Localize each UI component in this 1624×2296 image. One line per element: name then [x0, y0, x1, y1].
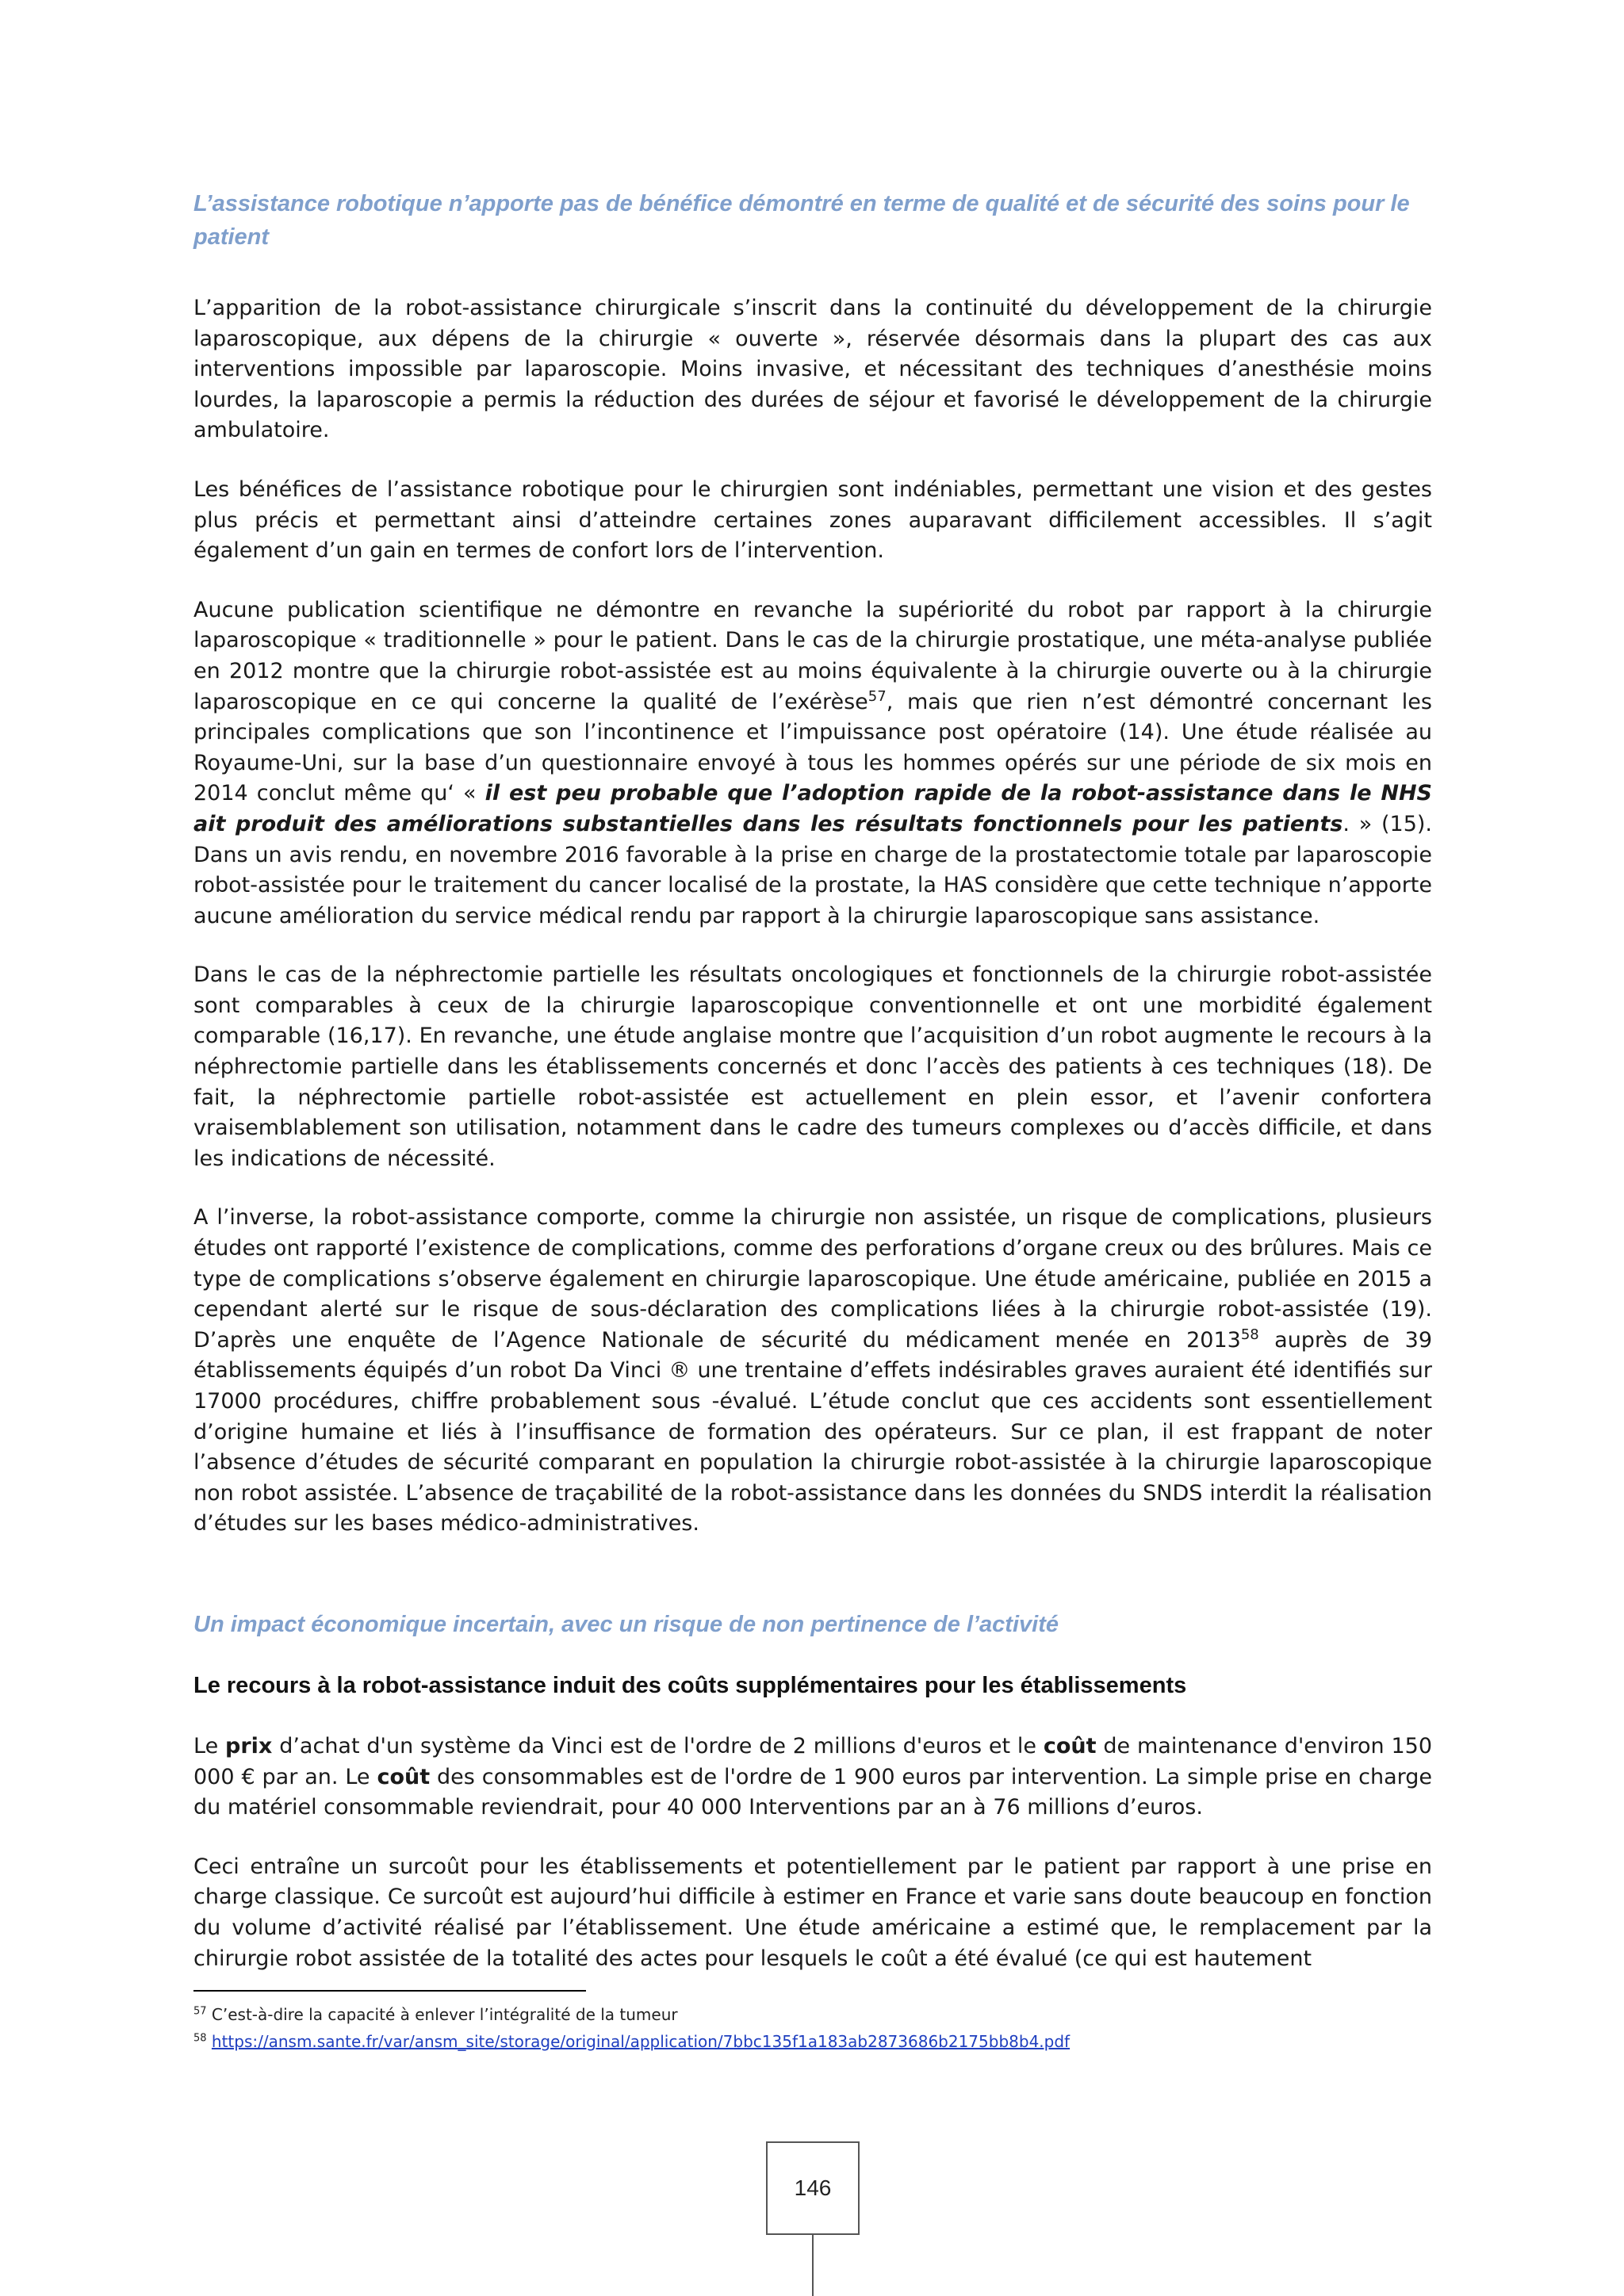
footnote-separator	[193, 1990, 586, 1992]
footnote-57	[193, 2004, 1432, 2025]
costs-part-d: des consommables est de l'ordre de 1 900 euros par intervention. La simple prise en charge du matériel consommable reviendrait, pour 40 000 Interventions par an à 76 millions d’euros.	[193, 1764, 1432, 1820]
page-number: 146	[766, 2141, 860, 2235]
costs-part-a: Le	[193, 1733, 226, 1758]
paragraph-5-part-a: A l’inverse, la robot-assistance comporte, comme la chirurgie non assistée, un risque de complications, plusieurs études ont rapporté l’existence de complications, comme des perforations d’organe creux ou des brûlures. Mais ce type de complications s’observe également en chirurgie laparoscopique. Une étude américaine, publiée en 2015 a cependant alerté sur le risque de sous-déclaration des complications liées à la chirurgie robot-assistée (19). D’après une enquête de l’Agence Nationale de sécurité du médicament menée en 2013	[193, 1205, 1432, 1353]
footnote-58	[193, 2031, 1432, 2052]
paragraph-3-part-b: , mais que rien n’est démontré concernant les principales complications que son l’incontinence et l’impuissance post opératoire (14). Une étude réalisée au Royaume-Uni, sur la base d’un questionnaire envoyé à tous les hommes opérés sur une période de six mois en 2014 conclut même qu‘ «	[193, 689, 1432, 806]
paragraph-costs	[193, 1732, 1432, 1823]
footnote-ref-57[interactable]: 57	[868, 687, 887, 705]
footnote-58-link[interactable]: https://ansm.sante.fr/var/ansm_site/storage/original/application/7bbc135f1a183ab2873686b2175bb8b4.pdf	[211, 2032, 1071, 2051]
paragraph-5-part-b: auprès de 39 établissements équipés d’un robot Da Vinci ® une trentaine d’effets indésirables graves auraient été identifiés sur 17000 procédures, chiffre probablement sous -évalué. L’étude conclut que ces accidents sont essentiellement d’origine humaine et liés à l’insuffisance de formation des opérateurs. Sur ce plan, il est frappant de noter l’absence d’études de sécurité comparant en population la chirurgie robot-assistée à la chirurgie laparoscopique non robot assistée. L’absence de traçabilité de la robot-assistance dans les données du SNDS interdit la réalisation d’études sur les bases médico-administratives.	[193, 1327, 1432, 1536]
footnotes	[193, 1990, 1432, 2052]
costs-part-c: de maintenance d'environ 150 000 € par an. Le	[193, 1733, 1432, 1789]
paragraph-3-part-a: Aucune publication scientifique ne démontre en revanche la supériorité du robot par rapport à la chirurgie laparoscopique « traditionnelle » pour le patient. Dans le cas de la chirurgie prostatique, une méta-analyse publiée en 2012 montre que la chirurgie robot-assistée est au moins équivalente à la chirurgie ouverte ou à la chirurgie laparoscopique en ce qui concerne la qualité de l’exérèse	[193, 597, 1432, 714]
paragraph-1: L’apparition de la robot-assistance chirurgicale s’inscrit dans la continuité du développement de la chirurgie laparoscopique, aux dépens de la chirurgie « ouverte », réservée désormais dans la plupart des cas aux interventions impossible par laparoscopie. Moins invasive, et nécessitant des techniques d’anesthésie moins lourdes, la laparoscopie a permis la réduction des durées de séjour et favorisé le développement de la chirurgie ambulatoire.	[193, 296, 1432, 443]
paragraph-3-part-c: . » (15). Dans un avis rendu, en novembre 2016 favorable à la prise en charge de la prostatectomie totale par laparoscopie robot-assistée pour le traitement du cancer localisé de la prostate, la HAS considère que cette technique n’apporte aucune amélioration du service médical rendu par rapport à la chirurgie laparoscopique sans assistance.	[193, 811, 1432, 928]
section-title-economic-impact: Un impact économique incertain, avec un risque de non pertinence de l’activité	[193, 1611, 1059, 1637]
page-content	[193, 187, 1432, 1974]
costs-part-b: d’achat d'un système da Vinci est de l'ordre de 2 millions d'euros et le	[272, 1733, 1044, 1758]
footnote-57-number: 57	[193, 2005, 207, 2018]
paragraph-surcout: Ceci entraîne un surcoût pour les établissements et potentiellement par le patient par rapport à une prise en charge classique. Ce surcoût est aujourd’hui difficile à estimer en France et varie sans doute beaucoup en fonction du volume d’activité réalisé par l’établissement. Une étude américaine a estimé que, le remplacement par la chirurgie robot assistée de la totalité des actes pour lesquels le coût a été évalué (ce qui est hautement	[193, 1854, 1432, 1971]
paragraph-4: Dans le cas de la néphrectomie partielle les résultats oncologiques et fonctionnels de la chirurgie robot-assistée sont comparables à ceux de la chirurgie laparoscopique conventionnelle et ont une morbidité également comparable (16,17). En revanche, une étude anglaise montre que l’acquisition d’un robot augmente le recours à la néphrectomie partielle dans les établissements concernés et donc l’accès des patients à ces techniques (18). De fait, la néphrectomie partielle robot-assistée est actuellement en plein essor, et l’avenir confortera vraisemblablement son utilisation, notamment dans le cadre des tumeurs complexes ou d’accès difficile, et dans les indications de nécessité.	[193, 962, 1432, 1171]
footnote-ref-58[interactable]: 58	[1240, 1326, 1259, 1343]
paragraph-5	[193, 1203, 1432, 1540]
footnote-58-number: 58	[193, 2032, 207, 2045]
nhs-quote: il est peu probable que l’adoption rapide de la robot-assistance dans le NHS ait produit des améliorations substantielles dans les résultats fonctionnels pour les patients	[193, 781, 1432, 836]
paragraph-2: Les bénéfices de l’assistance robotique pour le chirurgien sont indéniables, permettant une vision et des gestes plus précis et permettant ainsi d’atteindre certaines zones auparavant difficilement accessibles. Il s’agit également d’un gain en termes de confort lors de l’intervention.	[193, 476, 1432, 564]
page-number-stem	[812, 2235, 814, 2296]
costs-bold-cout-1: coût	[1043, 1733, 1097, 1758]
subsection-title-costs: Le recours à la robot-assistance induit des coûts supplémentaires pour les établissements	[193, 1672, 1187, 1698]
section-title-robotic-benefit: L’assistance robotique n’apporte pas de bénéfice démontré en terme de qualité et de sécurité des soins pour le patient	[193, 191, 1410, 250]
paragraph-3	[193, 595, 1432, 932]
costs-bold-prix: prix	[225, 1733, 273, 1758]
costs-bold-cout-2: coût	[377, 1764, 431, 1789]
footnote-57-text: C’est-à-dire la capacité à enlever l’intégralité de la tumeur	[206, 2005, 678, 2024]
